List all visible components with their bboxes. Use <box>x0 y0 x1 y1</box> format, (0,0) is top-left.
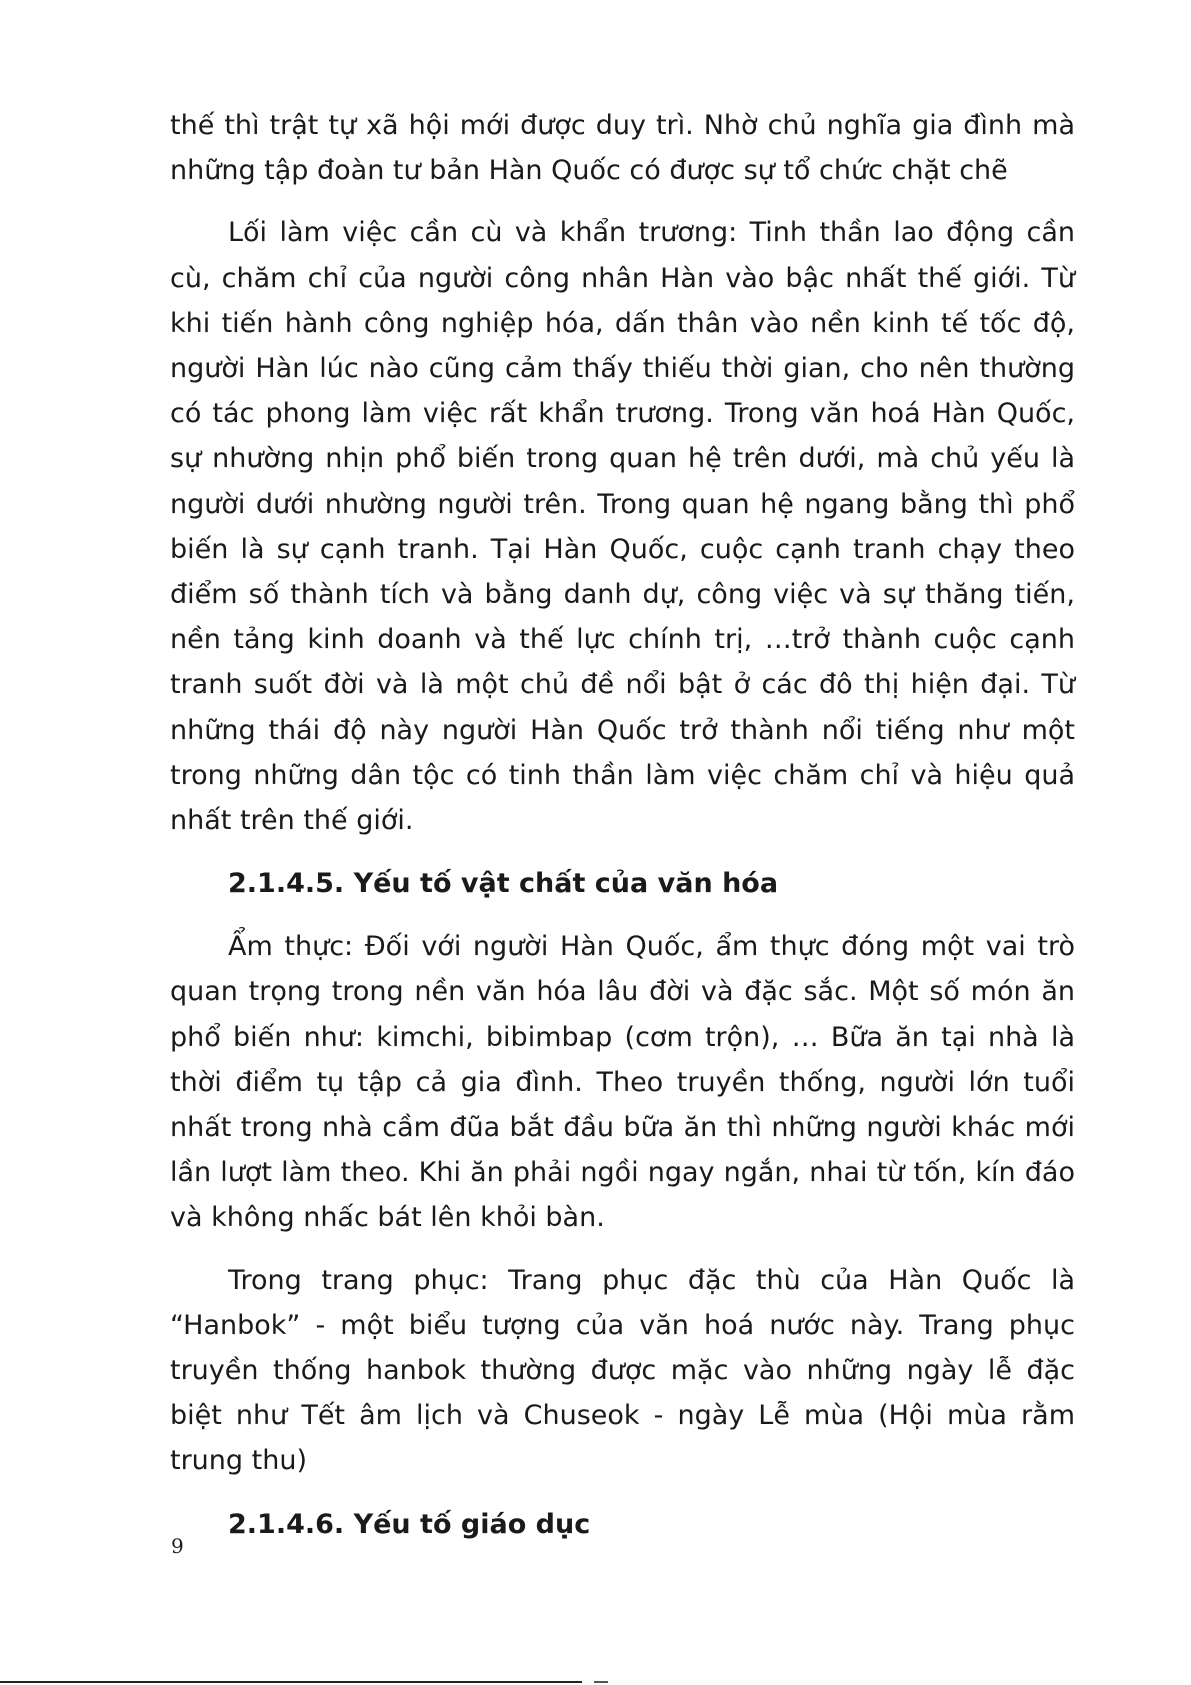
paragraph-continuation: thế thì trật tự xã hội mới được duy trì. Nhờ chủ nghĩa gia đình mà những tập đoàn tư bản Hàn Quốc có được sự tổ chức chặt chẽ <box>170 110 1075 187</box>
paragraph-cuisine: Ẩm thực: Đối với người Hàn Quốc, ẩm thực đóng một vai trò quan trọng trong nền văn hóa lâu đời và đặc sắc. Một số món ăn phổ biến như: kimchi, bibimbap (cơm trộn), … Bữa ăn tại nhà là thời điểm tụ tập cả gia đình. Theo truyền thống, người lớn tuổi nhất trong nhà cầm đũa bắt đầu bữa ăn thì những người khác mới lần lượt làm theo. Khi ăn phải ngồi ngay ngắn, nhai từ tốn, kín đáo và không nhấc bát lên khỏi bàn. <box>170 931 1075 1234</box>
footer-rule-end <box>594 1681 608 1683</box>
page-body <box>170 103 1075 1565</box>
paragraph-work-ethic: Lối làm việc cần cù và khẩn trương: Tinh thần lao động cần cù, chăm chỉ của người công nhân Hàn vào bậc nhất thế giới. Từ khi tiến hành công nghiệp hóa, dấn thân vào nền kinh tế tốc độ, người Hàn lúc nào cũng cảm thấy thiếu thời gian, cho nên thường có tác phong làm việc rất khẩn trương. Trong văn hoá Hàn Quốc, sự nhường nhịn phổ biến trong quan hệ trên dưới, mà chủ yếu là người dưới nhường người trên. Trong quan hệ ngang bằng thì phổ biến là sự cạnh tranh. Tại Hàn Quốc, cuộc cạnh tranh chạy theo điểm số thành tích và bằng danh dự, công việc và sự thăng tiến, nền tảng kinh doanh và thế lực chính trị, …trở thành cuộc cạnh tranh suốt đời và là một chủ đề nổi bật ở các đô thị hiện đại. Từ những thái độ này người Hàn Quốc trở thành nổi tiếng như một trong những dân tộc có tinh thần làm việc chăm chỉ và hiệu quả nhất trên thế giới. <box>170 217 1075 837</box>
section-heading-material-culture: 2.1.4.5. Yếu tố vật chất của văn hóa <box>228 868 779 900</box>
footer-rule <box>0 1681 582 1683</box>
paragraph-clothing: Trong trang phục: Trang phục đặc thù của Hàn Quốc là “Hanbok” - một biểu tượng của văn hoá nước này. Trang phục truyền thống hanbok thường được mặc vào những ngày lễ đặc biệt như Tết âm lịch và Chuseok - ngày Lễ mùa (Hội mùa rằm trung thu) <box>170 1264 1075 1477</box>
page-number: 9 <box>171 1534 184 1558</box>
section-heading-education: 2.1.4.6. Yếu tố giáo dục <box>228 1508 591 1540</box>
